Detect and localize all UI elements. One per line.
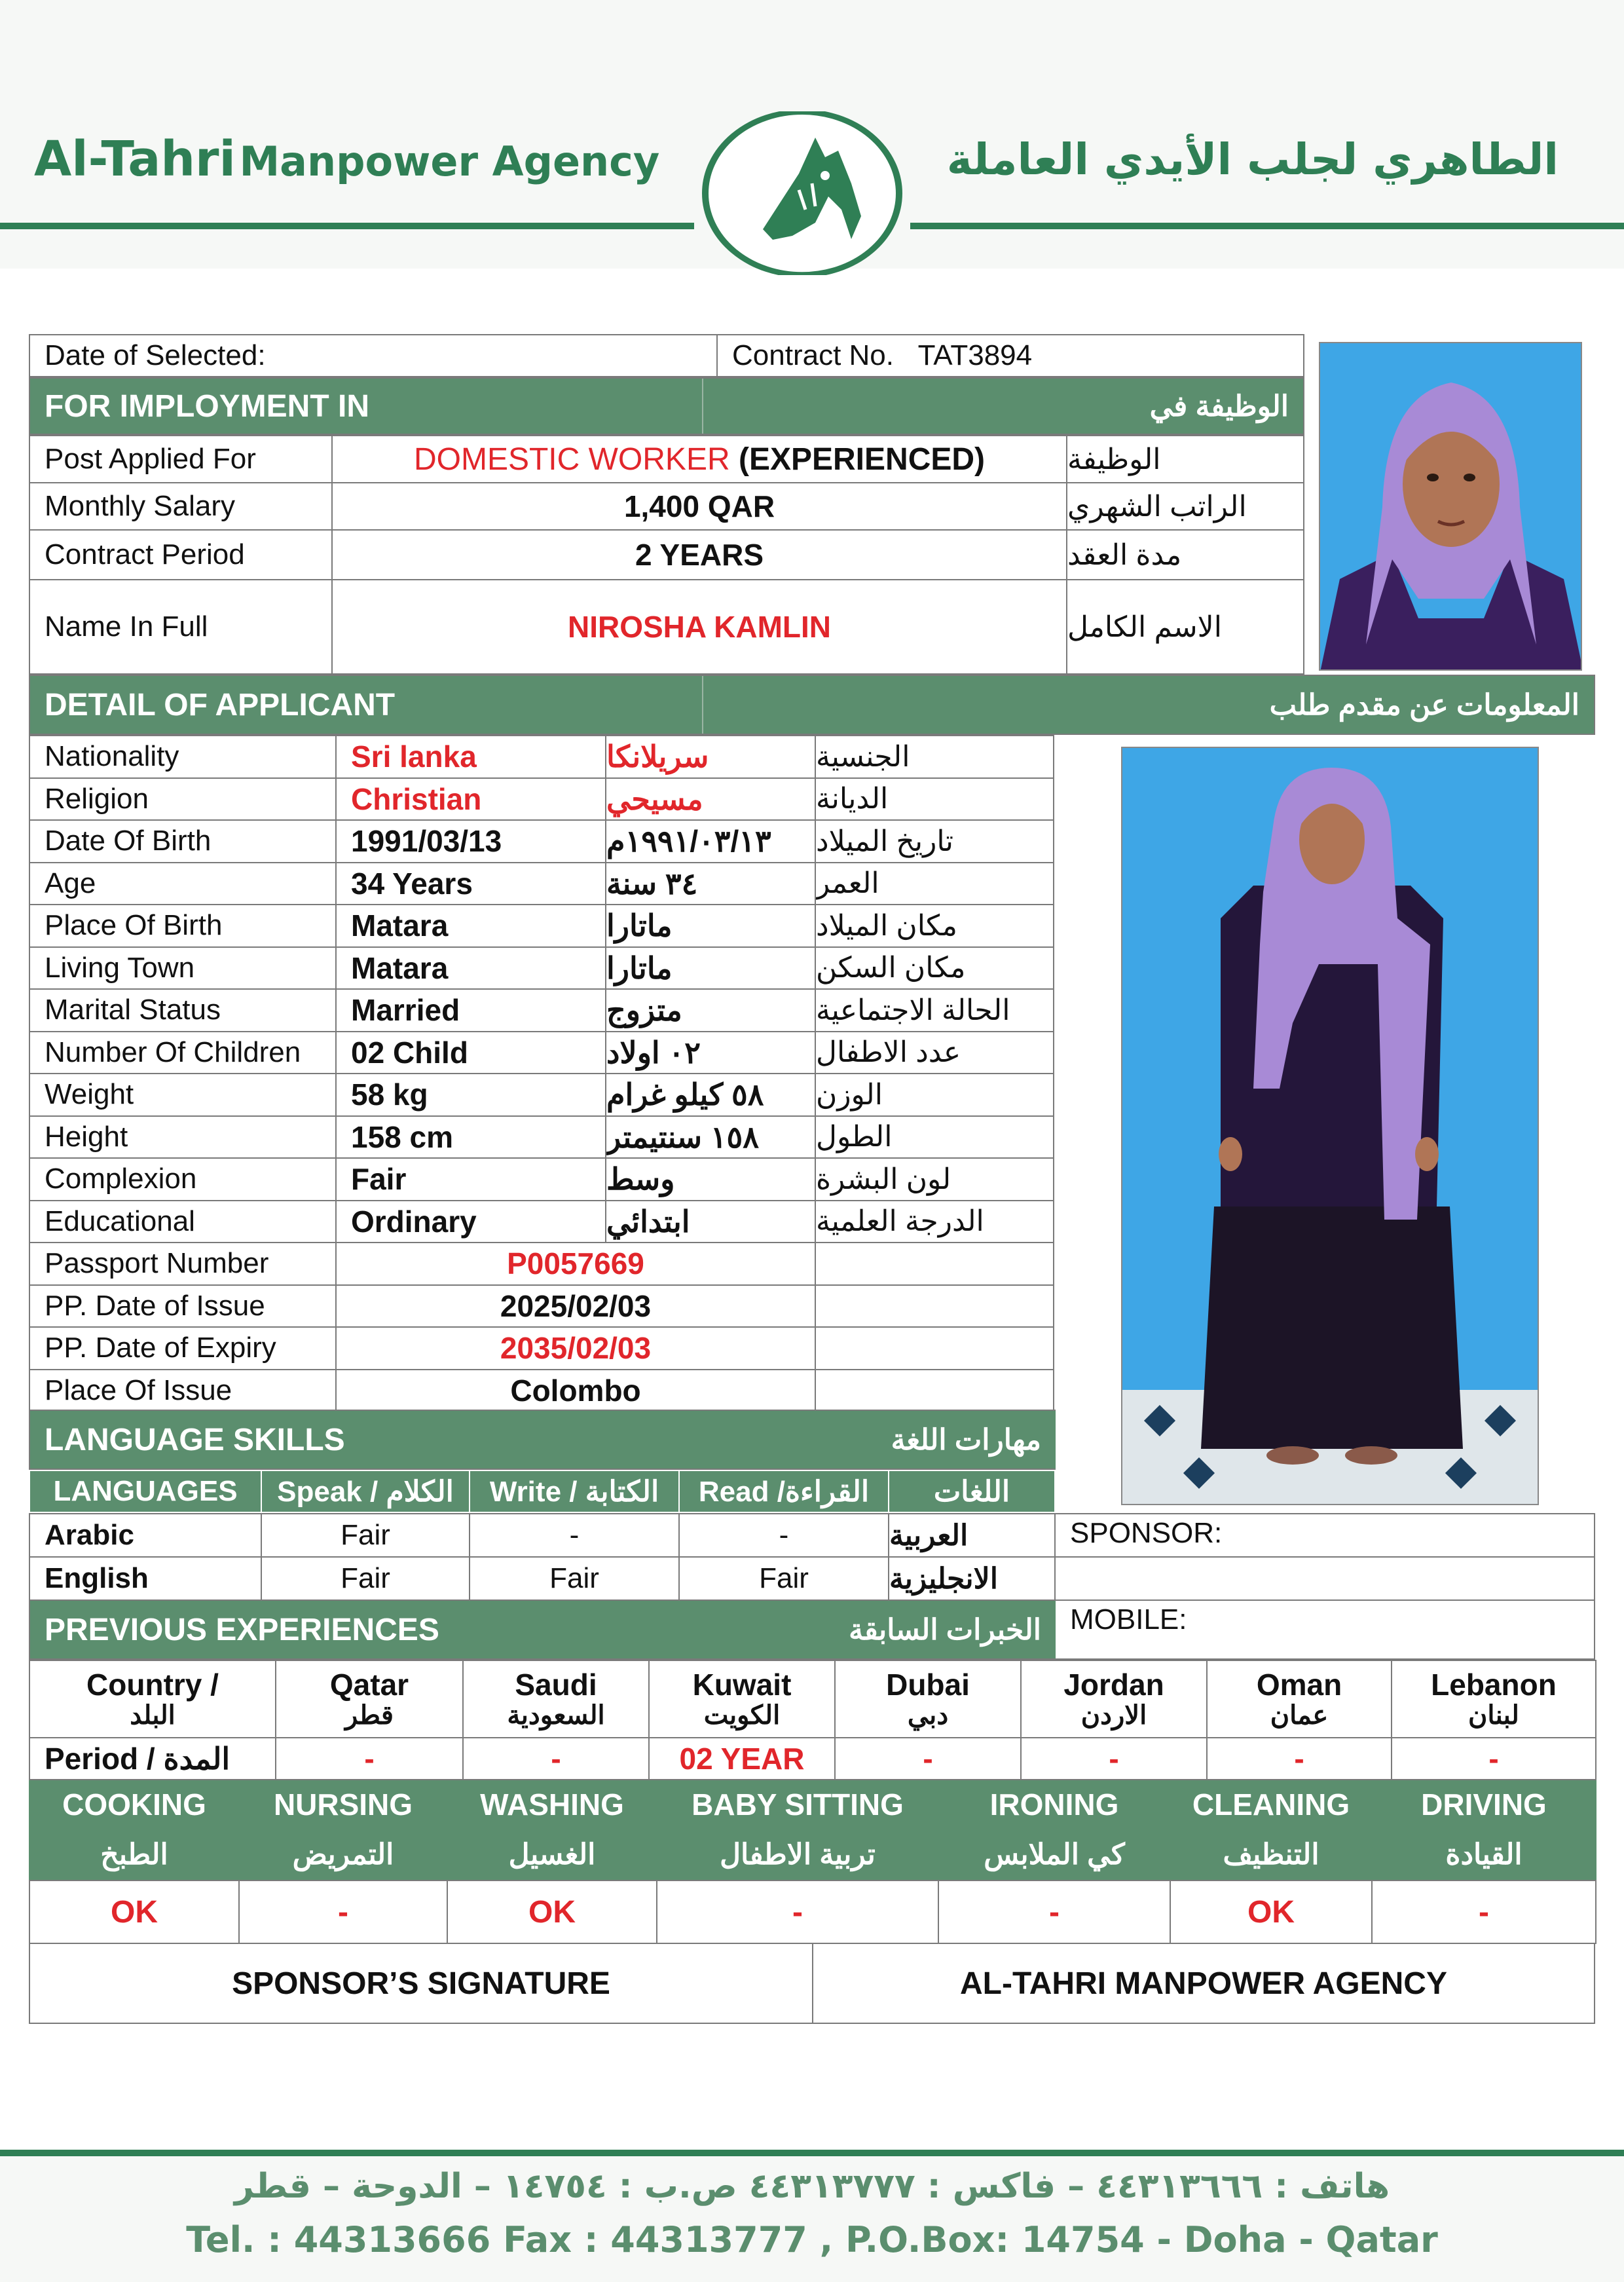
applicant-row-value-ar: ٣٤ سنة <box>605 862 816 906</box>
skill-header-ar: التمريض <box>238 1829 448 1880</box>
skill-value: - <box>1371 1880 1596 1944</box>
employment-section-header: FOR IMPLOYMENT IN الوظيفة في <box>29 377 1304 435</box>
passport-row-blank <box>815 1326 1054 1370</box>
language-column-header: Speak / الكلام <box>261 1470 470 1513</box>
applicant-row-value-ar: ١٥٨ سنتيمتر <box>605 1115 816 1159</box>
footer-contact-ar: هاتف : ٤٤٣١٣٦٦٦ – فاكس : ٤٤٣١٣٧٧٧ ص.ب : ١٤٧٥٤ – الدوحة – قطر <box>234 2167 1390 2206</box>
experience-period: - <box>1020 1737 1208 1780</box>
passport-row-blank <box>815 1242 1054 1286</box>
skill-header-en: IRONING <box>938 1780 1171 1829</box>
skill-value: OK <box>29 1880 240 1944</box>
skill-header-en: CLEANING <box>1170 1780 1373 1829</box>
sponsor-signature-box: SPONSOR’S SIGNATURE <box>29 1943 813 2024</box>
applicant-row-value: Sri lanka <box>335 735 606 779</box>
experience-country: Saudi السعودية <box>462 1660 650 1738</box>
applicant-row-value: 158 cm <box>335 1115 606 1159</box>
footer-contact-en: Tel. : 44313666 Fax : 44313777 , P.O.Box: 14754 - Doha - Qatar <box>186 2219 1438 2260</box>
applicant-row-label-ar: الجنسية <box>815 735 1054 779</box>
header-rule-left <box>0 223 694 229</box>
skill-value: - <box>656 1880 939 1944</box>
contract-number-field: Contract No. TAT3894 <box>716 334 1304 377</box>
company-name-ar: الطاهري لجلب الأيدي العاملة <box>946 134 1559 185</box>
applicant-row-value: Matara <box>335 946 606 990</box>
language-column-header: LANGUAGES <box>29 1470 262 1513</box>
skill-header-ar: الغسيل <box>447 1829 657 1880</box>
applicant-row-label: Nationality <box>29 735 337 779</box>
applicant-row-value-ar: ٠٢ اولاد <box>605 1031 816 1075</box>
footer-rule <box>0 2150 1624 2156</box>
applicant-row-value: Christian <box>335 777 606 821</box>
applicant-row-label: Living Town <box>29 946 337 990</box>
full-name-value: NIROSHA KAMLIN <box>331 579 1067 675</box>
passport-row-label: Place Of Issue <box>29 1369 337 1413</box>
applicant-row-value-ar: ماتارا <box>605 946 816 990</box>
applicant-row-value-ar: ٥٨ كيلو غرام <box>605 1073 816 1117</box>
applicant-row-value-ar: ابتدائي <box>605 1200 816 1244</box>
applicant-row-label: Height <box>29 1115 337 1159</box>
language-cell: Fair <box>469 1556 680 1601</box>
experience-country: Dubai دبي <box>834 1660 1022 1738</box>
applicant-row-label-ar: عدد الاطفال <box>815 1031 1054 1075</box>
skill-header-en: DRIVING <box>1371 1780 1596 1829</box>
applicant-row-value-ar: ١٩٩١/٠٣/١٣م <box>605 819 816 863</box>
experience-country: Qatar قطر <box>275 1660 464 1738</box>
mobile-field: MOBILE: <box>1054 1599 1595 1660</box>
skill-value: OK <box>447 1880 657 1944</box>
applicant-row-value: 58 kg <box>335 1073 606 1117</box>
language-cell: Fair <box>261 1513 470 1558</box>
applicant-row-label-ar: العمر <box>815 862 1054 906</box>
applicant-row-value: Fair <box>335 1157 606 1201</box>
passport-row-value: Colombo <box>335 1369 816 1413</box>
salary-label-ar: الراتب الشهري <box>1066 482 1304 531</box>
contract-period-label-ar: مدة العقد <box>1066 529 1304 580</box>
applicant-row-label: Date Of Birth <box>29 819 337 863</box>
applicant-row-label: Educational <box>29 1200 337 1244</box>
salary-value: 1,400 QAR <box>331 482 1067 531</box>
passport-row-label: PP. Date of Expiry <box>29 1326 337 1370</box>
applicant-row-label-ar: الوزن <box>815 1073 1054 1117</box>
applicant-row-label-ar: مكان السكن <box>815 946 1054 990</box>
language-cell: الانجليزية <box>888 1556 1056 1601</box>
applicant-row-label-ar: مكان الميلاد <box>815 904 1054 948</box>
language-cell: - <box>678 1513 889 1558</box>
applicant-row-label: Marital Status <box>29 988 337 1032</box>
skill-header-ar: الطبخ <box>29 1829 240 1880</box>
applicant-full-body-photo <box>1121 747 1539 1505</box>
skill-value: - <box>938 1880 1171 1944</box>
skill-value: - <box>238 1880 448 1944</box>
passport-row-blank <box>815 1369 1054 1413</box>
skill-header-ar: كي الملابس <box>938 1829 1171 1880</box>
passport-row-label: Passport Number <box>29 1242 337 1286</box>
applicant-row-label: Age <box>29 862 337 906</box>
skill-header-ar: تربية الاطفال <box>656 1829 939 1880</box>
skill-header-ar: القيادة <box>1371 1829 1596 1880</box>
skill-header-ar: التنظيف <box>1170 1829 1373 1880</box>
experience-period: - <box>834 1737 1022 1780</box>
post-label-ar: الوظيفة <box>1066 435 1304 483</box>
language-section-header: LANGUAGE SKILLS مهارات اللغة <box>29 1410 1056 1470</box>
language-cell: Fair <box>678 1556 889 1601</box>
applicant-portrait-photo <box>1319 342 1582 671</box>
experience-country: Kuwait الكويت <box>648 1660 836 1738</box>
language-cell: العربية <box>888 1513 1056 1558</box>
experience-period-label: Period / المدة <box>29 1737 276 1780</box>
applicant-section-header: DETAIL OF APPLICANT المعلومات عن مقدم طلب <box>29 675 1595 735</box>
language-column-header: اللغات <box>888 1470 1056 1513</box>
applicant-row-label-ar: الديانة <box>815 777 1054 821</box>
language-cell: English <box>29 1556 262 1601</box>
sponsor-field: SPONSOR: <box>1054 1513 1595 1558</box>
applicant-row-value-ar: وسط <box>605 1157 816 1201</box>
applicant-row-value: 02 Child <box>335 1031 606 1075</box>
applicant-row-label-ar: الطول <box>815 1115 1054 1159</box>
salary-label: Monthly Salary <box>29 482 333 531</box>
language-column-header: Read /القراءة <box>678 1470 889 1513</box>
experience-period: 02 YEAR <box>648 1737 836 1780</box>
skill-header-en: NURSING <box>238 1780 448 1829</box>
experience-period: - <box>275 1737 464 1780</box>
experience-country: Jordan الاردن <box>1020 1660 1208 1738</box>
applicant-row-value: 1991/03/13 <box>335 819 606 863</box>
agency-signature-box: AL-TAHRI MANPOWER AGENCY <box>812 1943 1595 2024</box>
applicant-row-value-ar: سريلانكا <box>605 735 816 779</box>
applicant-row-label: Number Of Children <box>29 1031 337 1075</box>
company-name-en: Al-Tahri Manpower Agency <box>34 131 660 187</box>
applicant-row-value-ar: متزوج <box>605 988 816 1032</box>
skill-header-en: BABY SITTING <box>656 1780 939 1829</box>
language-column-header: Write / الكتابة <box>469 1470 680 1513</box>
passport-row-blank <box>815 1284 1054 1328</box>
applicant-row-label: Weight <box>29 1073 337 1117</box>
date-selected-field: Date of Selected: <box>29 334 718 377</box>
passport-row-label: PP. Date of Issue <box>29 1284 337 1328</box>
passport-row-value: P0057669 <box>335 1242 816 1286</box>
experience-period: - <box>1391 1737 1596 1780</box>
header-rule-right <box>910 223 1624 229</box>
experience-period: - <box>1206 1737 1392 1780</box>
applicant-row-value: 34 Years <box>335 862 606 906</box>
skill-header-en: COOKING <box>29 1780 240 1829</box>
applicant-row-value: Ordinary <box>335 1200 606 1244</box>
experience-country: Oman عمان <box>1206 1660 1392 1738</box>
contract-period-label: Contract Period <box>29 529 333 580</box>
applicant-row-value: Married <box>335 988 606 1032</box>
applicant-row-label: Complexion <box>29 1157 337 1201</box>
applicant-row-label-ar: لون البشرة <box>815 1157 1054 1201</box>
full-name-label: Name In Full <box>29 579 333 675</box>
applicant-row-label: Place Of Birth <box>29 904 337 948</box>
horse-head-logo-icon <box>701 111 904 275</box>
language-cell: - <box>469 1513 680 1558</box>
language-cell: Arabic <box>29 1513 262 1558</box>
experience-country-header: Country / البلد <box>29 1660 276 1738</box>
applicant-row-value-ar: ماتارا <box>605 904 816 948</box>
sponsor-field-line <box>1054 1556 1595 1601</box>
skill-value: OK <box>1170 1880 1373 1944</box>
applicant-row-value: Matara <box>335 904 606 948</box>
contract-period-value: 2 YEARS <box>331 529 1067 580</box>
applicant-row-label: Religion <box>29 777 337 821</box>
language-cell: Fair <box>261 1556 470 1601</box>
experience-country: Lebanon لبنان <box>1391 1660 1596 1738</box>
experience-section-header: PREVIOUS EXPERIENCES الخبرات السابقة <box>29 1599 1056 1660</box>
skill-header-en: WASHING <box>447 1780 657 1829</box>
applicant-row-label-ar: تاريخ الميلاد <box>815 819 1054 863</box>
applicant-row-label-ar: الدرجة العلمية <box>815 1200 1054 1244</box>
post-value: DOMESTIC WORKER (EXPERIENCED) <box>331 435 1067 483</box>
experience-period: - <box>462 1737 650 1780</box>
applicant-row-label-ar: الحالة الاجتماعية <box>815 988 1054 1032</box>
passport-row-value: 2035/02/03 <box>335 1326 816 1370</box>
full-name-label-ar: الاسم الكامل <box>1066 579 1304 675</box>
post-label: Post Applied For <box>29 435 333 483</box>
applicant-row-value-ar: مسيحي <box>605 777 816 821</box>
passport-row-value: 2025/02/03 <box>335 1284 816 1328</box>
